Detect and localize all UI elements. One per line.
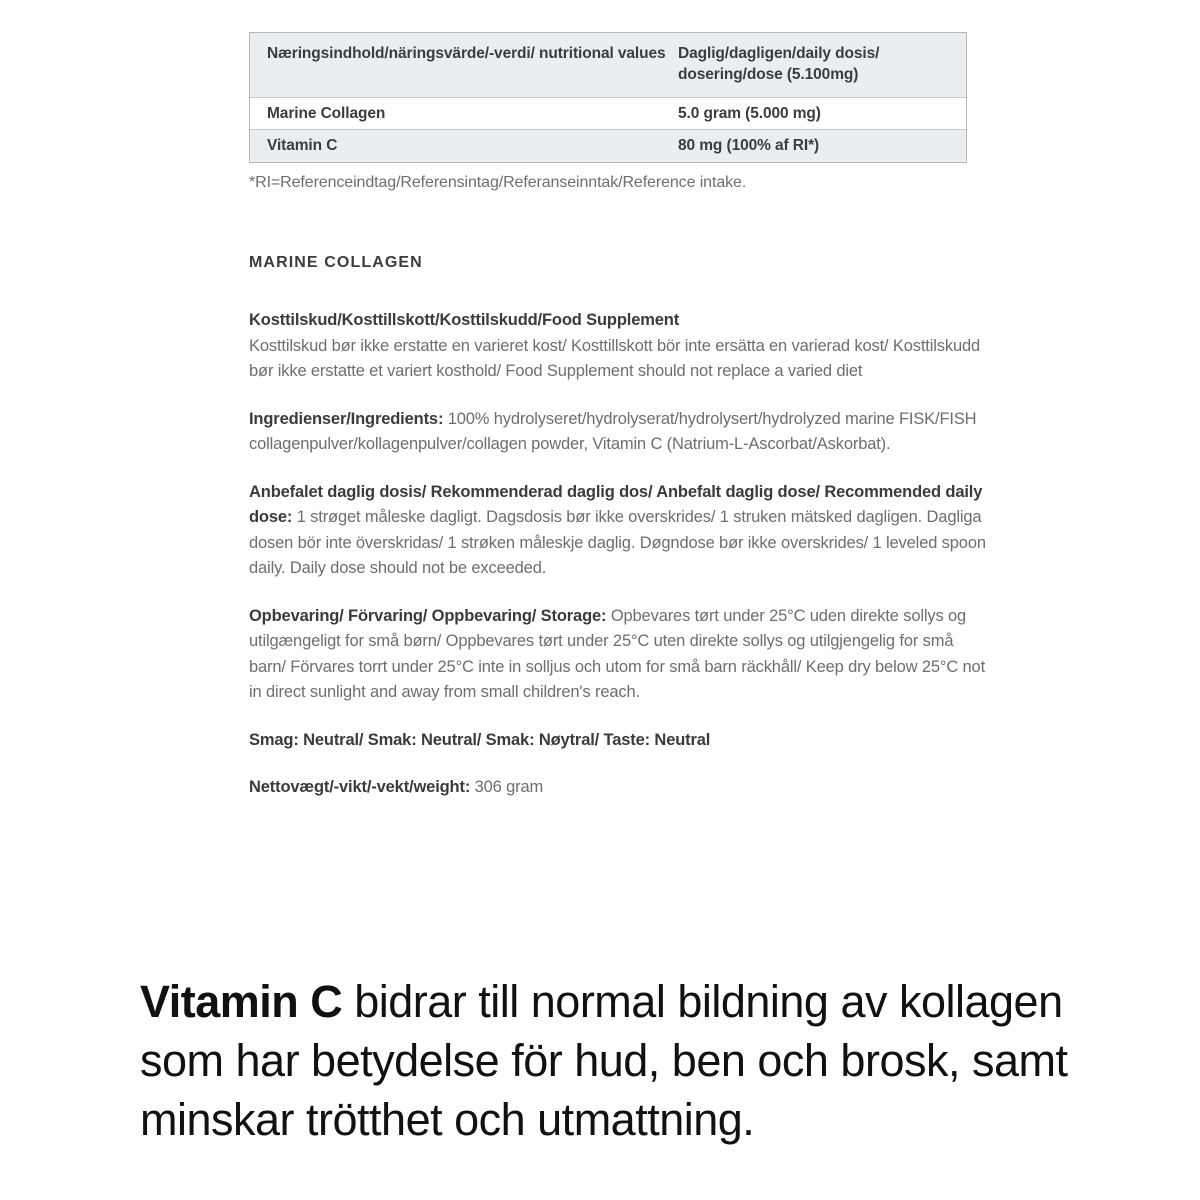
table-header-label: Næringsindhold/näringsvärde/-verdi/ nutritional values: [267, 45, 666, 62]
product-heading: MARINE COLLAGEN: [249, 254, 423, 271]
info-block-text: 100% hydrolyseret/hydrolyserat/hydrolysert/hydrolyzed marine FISK/FISH collagenpulver/kollagenpulver/collagen powder, Vitamin C (Natrium-L-Ascorbat/Askorbat).: [249, 409, 977, 453]
closing-statement: [140, 972, 1130, 1149]
info-block-lead: Opbevaring/ Förvaring/ Oppbevaring/ Storage:: [249, 606, 607, 625]
reference-intake-footnote: *RI=Referenceindtag/Referensintag/Referanseinntak/Reference intake.: [249, 174, 747, 191]
info-block-daily-dose: [249, 480, 989, 582]
table-row: [250, 129, 966, 162]
info-block-lead: Smag: Neutral/ Smak: Neutral/ Smak: Nøytral/ Taste: Neutral: [249, 730, 711, 749]
info-block-text: 1 strøget måleske dagligt. Dagsdosis bør ikke overskrides/ 1 struken mätsked dagligen. Dagliga dosen bör inte överskridas/ 1 strøken måleskje daglig. Døgndose bør ikke overskrides/ 1 leveled spoon daily. Daily dose should not be exceeded.: [249, 508, 986, 577]
info-block-text: 306 gram: [470, 778, 544, 796]
table-cell-label: Marine Collagen: [267, 105, 386, 122]
table-row: [250, 97, 966, 129]
info-block-body: Kosttilskud bør ikke erstatte en varieret kost/ Kosttillskott bör inte ersätta en varierad kost/ Kosttilskudd bør ikke erstatte et variert kosthold/ Food Supplement should not replace a varied diet: [249, 336, 981, 380]
closing-statement-emphasis: Vitamin C: [140, 976, 343, 1027]
info-block-ingredients: [249, 407, 989, 458]
table-cell-value: 5.0 gram (5.000 mg): [678, 105, 821, 122]
info-block-taste: [249, 728, 989, 754]
info-block-title: Kosttilskud/Kosttillskott/Kosttilskudd/Food Supplement: [249, 311, 680, 329]
table-header-value: Daglig/dagligen/daily dosis/ dosering/dose (5.100mg): [678, 45, 880, 83]
info-block-body: [249, 604, 989, 706]
info-block-net-weight: [249, 775, 989, 801]
nutrition-table: [249, 32, 967, 163]
info-block-food-supplement: [249, 308, 989, 385]
info-block-body: [249, 407, 989, 458]
info-block-lead: Anbefalet daglig dosis/ Rekommenderad daglig dos/ Anbefalt daglig dose/ Recommended daily dose:: [249, 482, 983, 526]
info-block-lead: Nettovægt/-vikt/-vekt/weight:: [249, 778, 471, 796]
closing-statement-text: bidrar till normal bildning av kollagen som har betydelse för hud, ben och brosk, samt minskar trötthet och utmattning.: [140, 976, 1068, 1145]
info-block-lead: Ingredienser/Ingredients:: [249, 409, 444, 428]
info-block-body: [249, 480, 989, 582]
info-block-storage: [249, 604, 989, 706]
table-cell-value: 80 mg (100% af RI*): [678, 137, 820, 154]
info-block-body: [249, 775, 989, 801]
product-info-sections: [249, 308, 989, 823]
table-cell-label: Vitamin C: [267, 137, 338, 154]
info-block-body: [249, 728, 989, 754]
info-block-text: Opbevares tørt under 25°C uden direkte sollys og utilgængeligt for små børn/ Oppbevares tørt under 25°C uten direkte sollys og utilgjengelig for små barn/ Förvares torrt under 25°C inte in solljus och utom for små barn räckhåll/ Keep dry below 25°C not in direct sunlight and away from small children's reach.: [249, 606, 986, 701]
table-row: [250, 33, 966, 97]
